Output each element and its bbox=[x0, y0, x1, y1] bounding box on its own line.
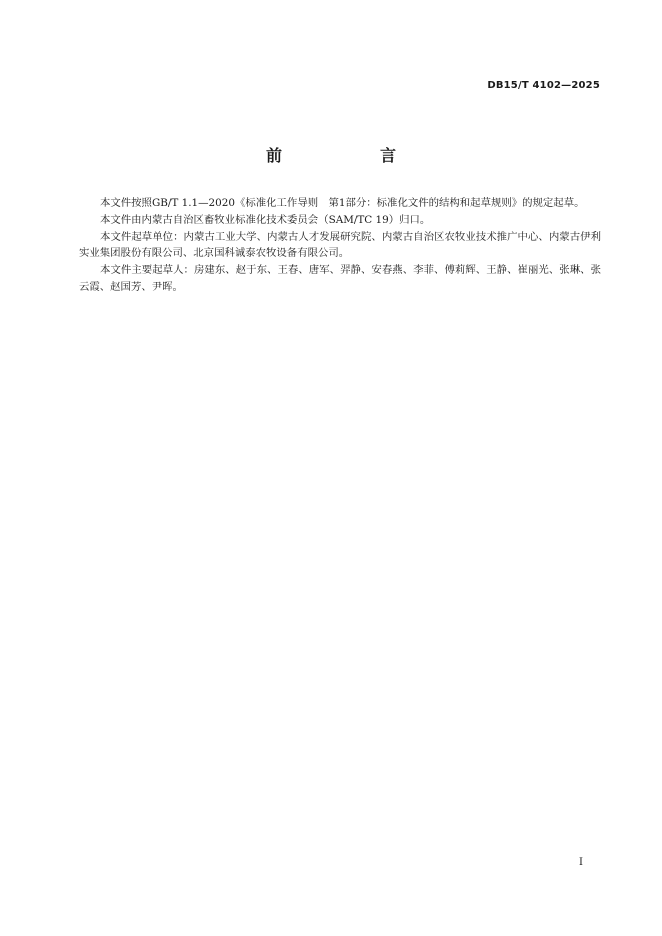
paragraph-drafters: 本文件主要起草人：房建东、赵于东、王春、唐军、羿静、安春燕、李菲、傅莉辉、王静、崔丽光、张琳、张云霞、赵国芳、尹晖。 bbox=[79, 264, 601, 293]
preface-body bbox=[79, 195, 601, 296]
paragraph-drafting-units: 本文件起草单位：内蒙古工业大学、内蒙古人才发展研究院、内蒙古自治区农牧业技术推广中心、内蒙古伊利实业集团股份有限公司、北京国科诚泰农牧设备有限公司。 bbox=[79, 230, 601, 260]
paragraph-drafting-rules: 本文件按照GB/T 1.1—2020《标准化工作导则 第1部分：标准化文件的结构和起草规则》的规定起草。 bbox=[100, 197, 585, 209]
page-number: I bbox=[579, 857, 583, 868]
page-title: 前 言 bbox=[265, 146, 418, 165]
paragraph-committee: 本文件由内蒙古自治区畜牧业标准化技术委员会（SAM/TC 19）归口。 bbox=[100, 213, 431, 226]
standard-code: DB15/T 4102—2025 bbox=[487, 80, 600, 91]
